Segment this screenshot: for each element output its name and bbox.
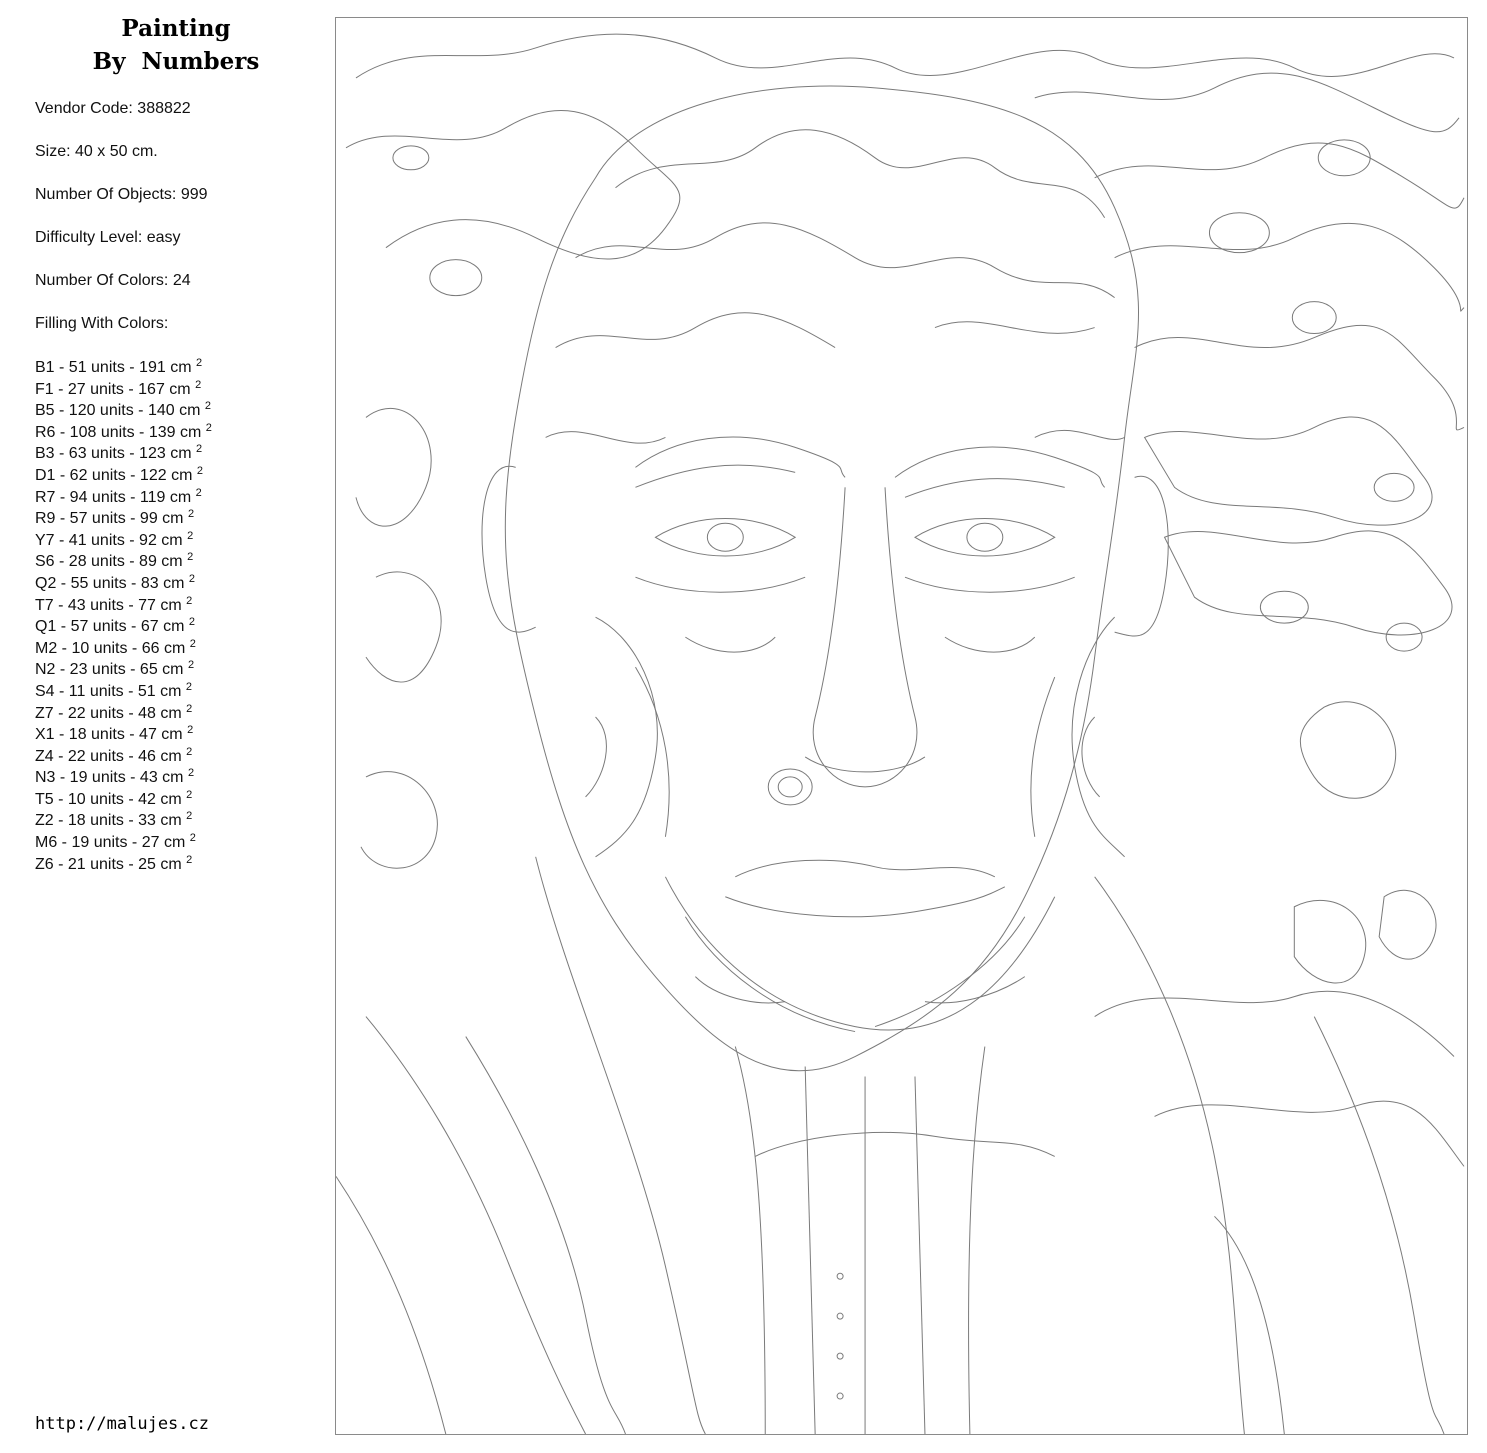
area-unit-superscript: 2 bbox=[195, 486, 202, 499]
color-entry-text: Z4 - 22 units - 46 cm bbox=[35, 747, 182, 765]
product-info bbox=[35, 98, 208, 356]
color-entry bbox=[35, 616, 212, 638]
color-entry bbox=[35, 573, 212, 595]
page-title bbox=[0, 12, 352, 78]
color-entry bbox=[35, 357, 212, 379]
color-entry bbox=[35, 854, 212, 876]
area-unit-superscript: 2 bbox=[189, 637, 196, 650]
color-entry-text: M2 - 10 units - 66 cm bbox=[35, 639, 186, 657]
color-entry-text: F1 - 27 units - 167 cm bbox=[35, 380, 191, 398]
color-entry-text: R9 - 57 units - 99 cm bbox=[35, 510, 184, 528]
color-entry bbox=[35, 465, 212, 487]
color-entry bbox=[35, 595, 212, 617]
area-unit-superscript: 2 bbox=[187, 724, 194, 737]
title-line-2: By Numbers bbox=[92, 48, 260, 75]
color-entry bbox=[35, 789, 212, 811]
color-entry-text: X1 - 18 units - 47 cm bbox=[35, 726, 183, 744]
area-unit-superscript: 2 bbox=[189, 832, 196, 845]
coloring-canvas bbox=[335, 17, 1468, 1435]
area-unit-superscript: 2 bbox=[187, 659, 195, 672]
color-entry-text: N3 - 19 units - 43 cm bbox=[35, 769, 184, 787]
area-unit-superscript: 2 bbox=[186, 810, 193, 823]
color-entry-text: B5 - 120 units - 140 cm bbox=[35, 402, 201, 420]
area-unit-superscript: 2 bbox=[195, 378, 202, 391]
color-entry bbox=[35, 487, 212, 509]
color-entry bbox=[35, 810, 212, 832]
filling-label: Filling With Colors: bbox=[35, 315, 169, 332]
color-entry bbox=[35, 551, 212, 573]
color-entry-text: R6 - 108 units - 139 cm bbox=[35, 423, 202, 441]
color-entry bbox=[35, 400, 212, 422]
color-entry bbox=[35, 832, 212, 854]
color-entry-text: Q1 - 57 units - 67 cm bbox=[35, 618, 185, 636]
color-entry bbox=[35, 681, 212, 703]
area-unit-superscript: 2 bbox=[186, 788, 193, 801]
area-unit-superscript: 2 bbox=[186, 853, 193, 866]
area-unit-superscript: 2 bbox=[187, 508, 195, 521]
number-of-objects: Number Of Objects: 999 bbox=[35, 186, 208, 203]
color-entry bbox=[35, 443, 212, 465]
area-unit-superscript: 2 bbox=[195, 443, 203, 456]
area-unit-superscript: 2 bbox=[188, 572, 195, 585]
size: Size: 40 x 50 cm. bbox=[35, 143, 158, 160]
color-entry-text: S4 - 11 units - 51 cm bbox=[35, 682, 182, 700]
color-entry bbox=[35, 659, 212, 681]
color-entry-text: Z6 - 21 units - 25 cm bbox=[35, 855, 182, 873]
area-unit-superscript: 2 bbox=[185, 680, 193, 693]
color-entry bbox=[35, 703, 212, 725]
number-of-colors: Number Of Colors: 24 bbox=[35, 272, 191, 289]
vendor-code: Vendor Code: 388822 bbox=[35, 100, 191, 117]
color-entry-text: B3 - 63 units - 123 cm bbox=[35, 445, 192, 463]
color-entry-text: Q2 - 55 units - 83 cm bbox=[35, 574, 185, 592]
color-entry bbox=[35, 530, 212, 552]
color-entry bbox=[35, 422, 212, 444]
area-unit-superscript: 2 bbox=[205, 421, 212, 434]
color-entry-text: T7 - 43 units - 77 cm bbox=[35, 596, 182, 614]
color-entry bbox=[35, 767, 212, 789]
line-art-portrait bbox=[336, 18, 1467, 1434]
color-entry bbox=[35, 379, 212, 401]
area-unit-superscript: 2 bbox=[186, 745, 193, 758]
color-entry-text: R7 - 94 units - 119 cm bbox=[35, 488, 192, 506]
color-entry-text: Z7 - 22 units - 48 cm bbox=[35, 704, 182, 722]
area-unit-superscript: 2 bbox=[188, 616, 195, 629]
area-unit-superscript: 2 bbox=[187, 551, 194, 564]
color-entry bbox=[35, 746, 212, 768]
color-list bbox=[35, 357, 212, 875]
color-entry-text: D1 - 62 units - 122 cm bbox=[35, 466, 193, 484]
area-unit-superscript: 2 bbox=[204, 400, 211, 413]
color-entry-text: B1 - 51 units - 191 cm bbox=[35, 359, 192, 376]
area-unit-superscript: 2 bbox=[187, 767, 195, 780]
area-unit-superscript: 2 bbox=[186, 594, 193, 607]
color-entry-text: S6 - 28 units - 89 cm bbox=[35, 553, 183, 571]
area-unit-superscript: 2 bbox=[195, 357, 203, 369]
color-entry-text: M6 - 19 units - 27 cm bbox=[35, 834, 186, 852]
color-entry-text: Z2 - 18 units - 33 cm bbox=[35, 812, 182, 830]
footer-url[interactable]: http://malujes.cz bbox=[35, 1414, 209, 1434]
color-entry-text: T5 - 10 units - 42 cm bbox=[35, 790, 182, 808]
area-unit-superscript: 2 bbox=[196, 464, 203, 477]
area-unit-superscript: 2 bbox=[186, 702, 193, 715]
color-entry bbox=[35, 724, 212, 746]
color-entry-text: N2 - 23 units - 65 cm bbox=[35, 661, 184, 679]
title-line-1: Painting bbox=[121, 15, 231, 42]
difficulty-level: Difficulty Level: easy bbox=[35, 229, 181, 246]
color-entry-text: Y7 - 41 units - 92 cm bbox=[35, 531, 183, 549]
area-unit-superscript: 2 bbox=[187, 529, 194, 542]
legend-panel bbox=[0, 0, 330, 1453]
color-entry bbox=[35, 638, 212, 660]
color-entry bbox=[35, 508, 212, 530]
